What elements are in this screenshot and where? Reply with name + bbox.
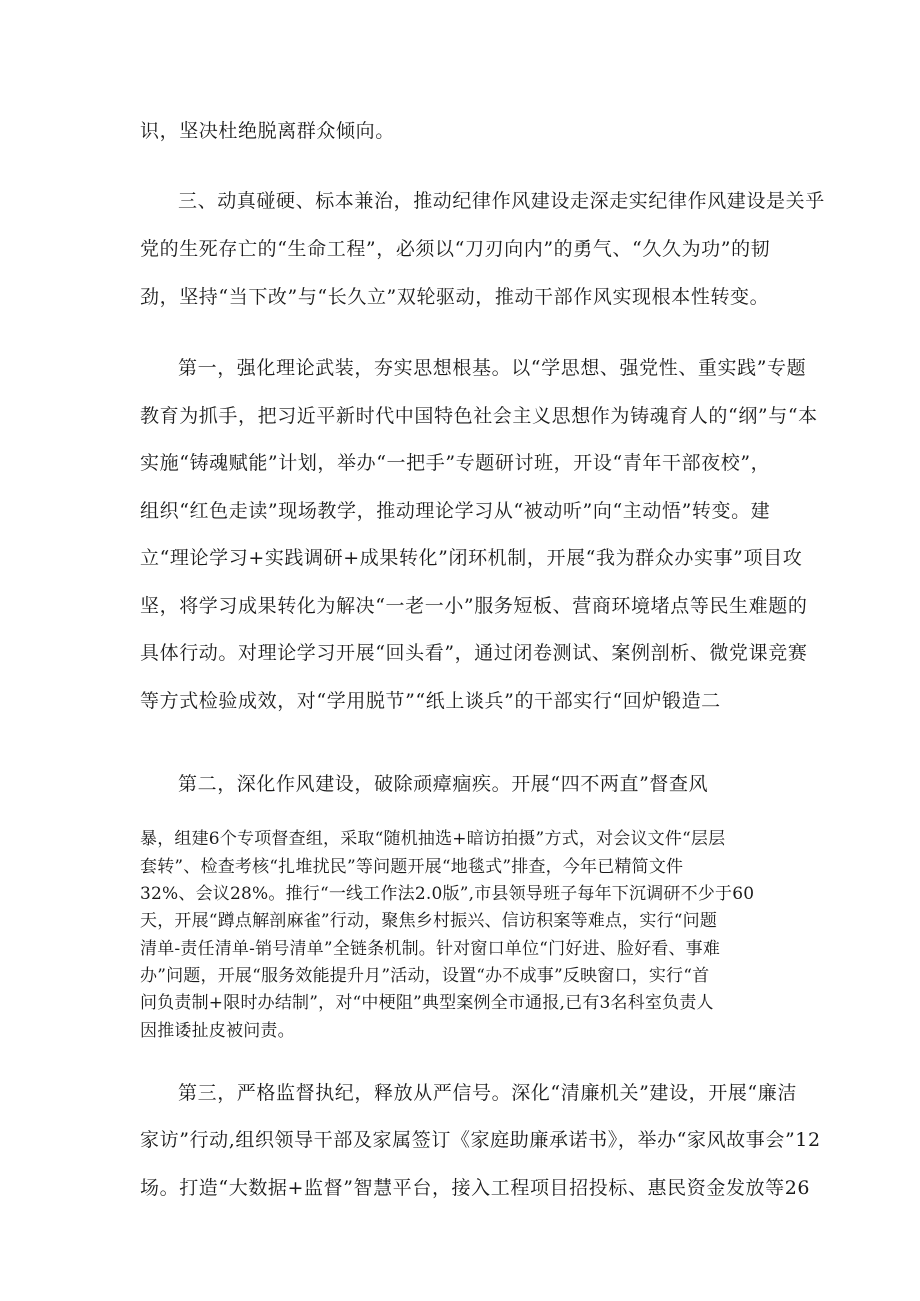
text-line: 等方式检验成效，对“学用脱节”“纸上谈兵”的干部实行“回炉锻造二 [140,690,721,712]
text-line: 问负责制+限时办结制”，对“中梗阻”典型案例全市通报,已有3名科室负责人 [140,993,714,1013]
text-line: 家访”行动,组织领导干部及家属签订《家庭助廉承诺书》，举办“家风故事会”12 [140,1129,821,1151]
text-line: 劲，坚持“当下改”与“长久立”双轮驱动，推动干部作风实现根本性转变。 [140,286,770,308]
text-line: 清单-责任清单-销号清单”全链条机制。针对窗口单位“门好进、脸好看、事难 [140,939,721,959]
text-line: 党的生死存亡的“生命工程”，必须以“刀刃向内”的勇气、“久久为功”的韧 [140,238,771,260]
text-line: 天，开展“蹲点解剖麻雀”行动，聚焦乡村振兴、信访积案等难点，实行“问题 [140,911,718,931]
text-line: 坚，将学习成果转化为解决“一老一小”服务短板、营商环境堵点等民生难题的 [140,595,808,617]
text-line: 套转”、检查考核“扎堆扰民”等问题开展“地毯式”排查，今年已精简文件 [140,857,684,877]
text-line: 识，坚决杜绝脱离群众倾向。 [140,120,395,142]
text-line: 组织“红色走读”现场教学，推动理论学习从“被动听”向“主动悟”转变。建 [140,500,771,522]
text-line: 教育为抓手，把习近平新时代中国特色社会主义思想作为铸魂育人的“纲”与“本 [140,405,818,427]
text-line: 32%、会议28%。推行“一线工作法2.0版”,市县领导班子每年下沉调研不少于60 [140,884,755,904]
text-line: 立“理论学习+实践调研+成果转化”闭环机制，开展“我为群众办实事”项目攻 [140,547,803,569]
text-line: 因推诿扯皮被问责。 [140,1021,295,1041]
text-line: 第三，严格监督执纪，释放从严信号。深化“清廉机关”建设，开展“廉洁 [178,1082,797,1104]
text-line: 三、动真碰硬、标本兼治，推动纪律作风建设走深走实纪律作风建设是关乎 [178,190,825,212]
text-line: 第二，深化作风建设，破除顽瘴痼疾。开展“四不两直”督查风 [178,773,709,795]
text-line: 办”问题，开展“服务效能提升月”活动，设置“办不成事”反映窗口，实行“首 [140,966,710,986]
text-line: 实施“铸魂赋能”计划，举办“一把手”专题研讨班，开设“青年干部夜校”， [140,452,771,474]
text-line: 暴，组建6个专项督查组，采取“随机抽选+暗访拍摄”方式，对会议文件“层层 [140,829,726,849]
text-line: 第一，强化理论武装，夯实思想根基。以“学思想、强党性、重实践”专题 [178,357,807,379]
text-line: 场。打造“大数据+监督”智慧平台，接入工程项目招投标、惠民资金发放等26 [140,1177,811,1199]
text-line: 具体行动。对理论学习开展“回头看”，通过闭卷测试、案例剖析、微党课竞赛 [140,642,808,664]
